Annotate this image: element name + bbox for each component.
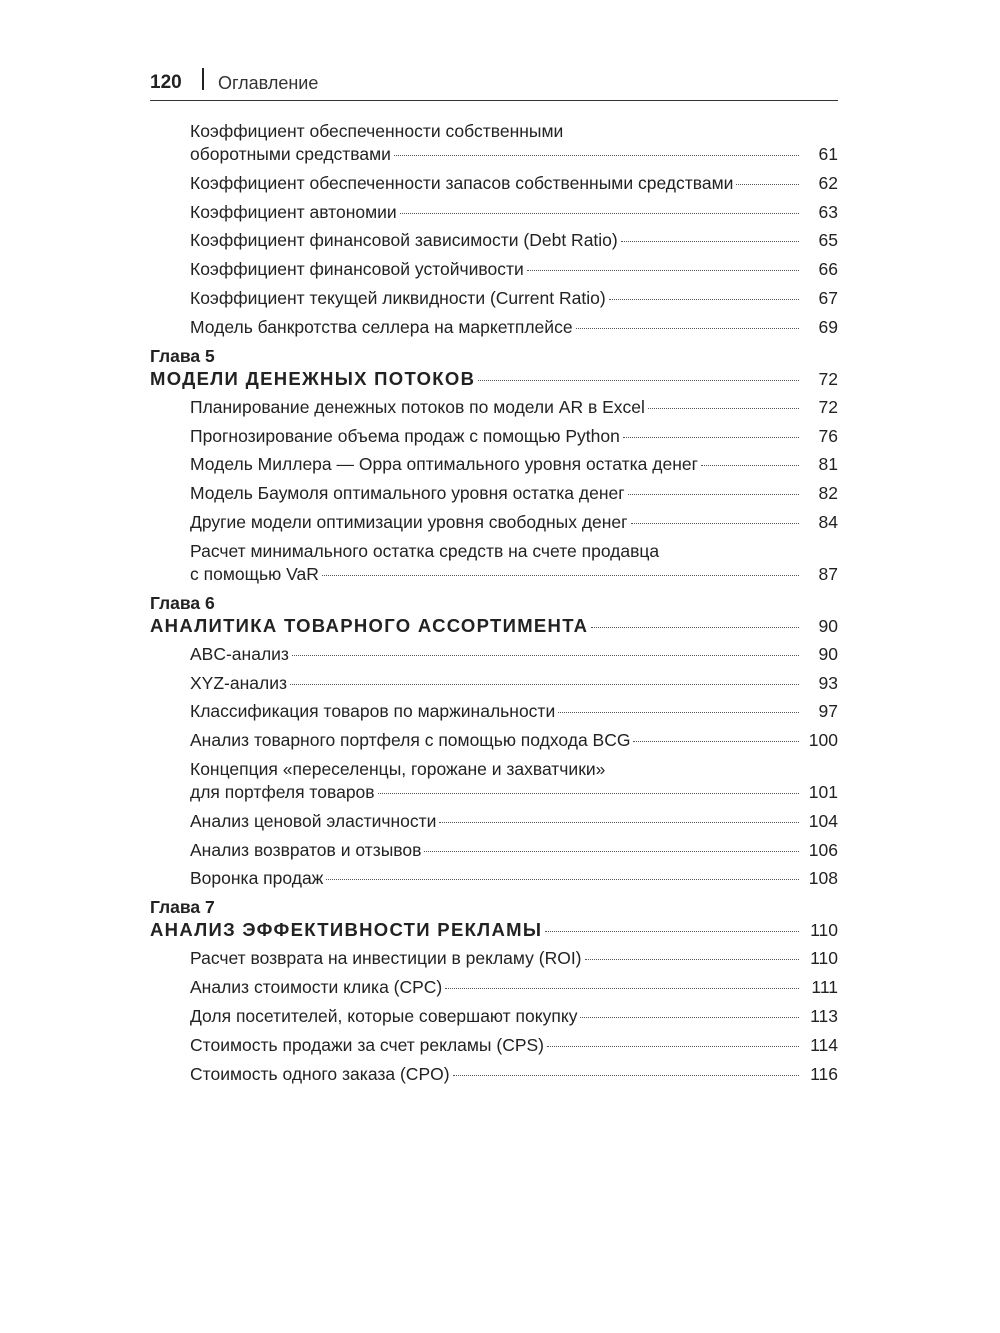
toc-page-number: 61 — [818, 144, 838, 164]
toc-entry-text: Расчет возврата на инвестиции в рекламу (ROI) — [190, 948, 582, 969]
toc-entry-text: Анализ ценовой эластичности — [190, 810, 437, 831]
toc-entry[interactable] — [150, 867, 838, 890]
dot-leader — [633, 741, 799, 742]
dot-leader — [736, 184, 799, 185]
toc-entry[interactable] — [150, 229, 838, 252]
toc-page-number: 66 — [818, 259, 838, 280]
toc-entry-text: XYZ-анализ — [190, 672, 288, 693]
page-number: 120 — [150, 72, 182, 93]
toc-entry[interactable] — [150, 425, 838, 448]
toc-page-number: 114 — [810, 1034, 838, 1055]
dot-leader — [621, 241, 799, 242]
toc-page-number: 90 — [818, 643, 838, 664]
toc-entry-text: Коэффициент автономии — [190, 201, 397, 222]
toc-entry[interactable] — [150, 511, 838, 534]
toc-entry-text-line1: Расчет минимального остатка средств на счете продавца — [190, 540, 660, 561]
toc-entry[interactable] — [150, 976, 838, 999]
toc-page-number: 69 — [818, 316, 838, 337]
header-separator — [202, 68, 204, 90]
toc-page-number: 76 — [818, 425, 838, 446]
dot-leader — [609, 299, 799, 300]
toc-entry[interactable] — [150, 839, 838, 862]
toc-page-number: 104 — [808, 810, 838, 831]
toc-entry[interactable] — [150, 729, 838, 752]
toc-entry[interactable] — [150, 258, 838, 281]
toc-page-number: 93 — [818, 672, 838, 693]
dot-leader — [545, 931, 799, 932]
toc-entry[interactable] — [150, 1063, 838, 1086]
toc-entry-text: Воронка продаж — [190, 868, 324, 889]
dot-leader — [292, 655, 799, 656]
toc-entry-text-line2: оборотными средствами — [190, 144, 391, 164]
toc-entry[interactable] — [150, 810, 838, 833]
toc-entry[interactable] — [150, 482, 838, 505]
toc-entry-text: Классификация товаров по маржинальности — [190, 701, 556, 722]
toc-entry-text-line2: для портфеля товаров — [190, 781, 375, 802]
chapter-label: Глава 5 — [150, 345, 215, 366]
toc-entry-text: Коэффициент финансовой зависимости (Debt Ratio) — [190, 230, 618, 251]
toc-entry[interactable] — [150, 316, 838, 339]
dot-leader — [453, 1075, 799, 1076]
toc-entry-text-line1: Коэффициент обеспеченности собственными — [190, 121, 564, 141]
toc-page-number: 62 — [818, 172, 838, 193]
toc-page-number: 110 — [810, 948, 838, 969]
toc-entry[interactable] — [150, 172, 838, 195]
dot-leader — [701, 465, 799, 466]
table-of-contents — [150, 120, 838, 1091]
chapter-title[interactable] — [150, 918, 838, 942]
toc-page-number: 84 — [818, 511, 838, 532]
chapter-page-number: 110 — [810, 920, 838, 941]
chapter-title[interactable] — [150, 614, 838, 638]
toc-entry-text: Анализ товарного портфеля с помощью подхода BCG — [190, 730, 631, 751]
toc-page-number: 65 — [818, 230, 838, 251]
dot-leader — [445, 988, 799, 989]
dot-leader — [439, 822, 799, 823]
toc-entry-text-line2: с помощью VaR — [190, 563, 319, 584]
dot-leader — [547, 1046, 799, 1047]
toc-entry[interactable] — [150, 287, 838, 310]
toc-entry-text: Коэффициент финансовой устойчивости — [190, 259, 524, 280]
toc-page-number: 72 — [818, 396, 838, 417]
chapter-title-text: МОДЕЛИ ДЕНЕЖНЫХ ПОТОКОВ — [150, 367, 476, 389]
chapter-page-number: 72 — [818, 368, 838, 389]
toc-page-number: 101 — [808, 781, 838, 802]
dot-leader — [631, 523, 799, 524]
dot-leader — [580, 1017, 799, 1018]
toc-entry-text: Доля посетителей, которые совершают покупку — [190, 1005, 578, 1026]
toc-page-number: 116 — [810, 1063, 838, 1084]
toc-page-number: 108 — [808, 868, 838, 889]
toc-entry[interactable] — [150, 700, 838, 723]
toc-entry-text: Модель банкротства селлера на маркетплейсе — [190, 316, 573, 337]
dot-leader — [424, 851, 799, 852]
dot-leader — [576, 328, 799, 329]
toc-entry[interactable] — [150, 453, 838, 476]
dot-leader — [394, 155, 799, 156]
toc-page-number: 81 — [818, 454, 838, 475]
toc-entry-text: ABC-анализ — [190, 643, 289, 664]
dot-leader — [378, 793, 799, 794]
toc-entry[interactable] — [150, 643, 838, 666]
dot-leader — [623, 437, 799, 438]
toc-page-number: 67 — [818, 287, 838, 308]
toc-entry[interactable] — [150, 1034, 838, 1057]
page-header — [150, 70, 838, 101]
toc-page-number: 87 — [818, 563, 838, 584]
dot-leader — [400, 213, 799, 214]
dot-leader — [591, 627, 799, 628]
dot-leader — [648, 408, 799, 409]
toc-page-number: 111 — [811, 977, 838, 998]
dot-leader — [322, 575, 799, 576]
chapter-label: Глава 6 — [150, 592, 215, 613]
toc-entry-text: Анализ стоимости клика (CPC) — [190, 977, 443, 998]
dot-leader — [290, 684, 799, 685]
chapter-title-text: АНАЛИЗ ЭФФЕКТИВНОСТИ РЕКЛАМЫ — [150, 919, 543, 941]
chapter-page-number: 90 — [818, 615, 838, 636]
toc-entry-text: Коэффициент обеспеченности запасов собственными средствами — [190, 172, 734, 193]
toc-page-number: 97 — [818, 701, 838, 722]
toc-entry-text: Коэффициент текущей ликвидности (Current Ratio) — [190, 287, 606, 308]
toc-entry[interactable] — [150, 201, 838, 224]
toc-page-number: 100 — [808, 730, 838, 751]
toc-page-number: 106 — [808, 839, 838, 860]
toc-entry-text: Планирование денежных потоков по модели AR в Excel — [190, 396, 645, 417]
toc-entry[interactable] — [150, 396, 838, 419]
dot-leader — [326, 879, 799, 880]
toc-entry-text: Стоимость продажи за счет рекламы (CPS) — [190, 1034, 545, 1055]
toc-entry[interactable] — [150, 672, 838, 695]
chapter-title-text: АНАЛИТИКА ТОВАРНОГО АССОРТИМЕНТА — [150, 614, 589, 636]
toc-entry-text: Другие модели оптимизации уровня свободных денег — [190, 511, 628, 532]
toc-entry-text-line1: Концепция «переселенцы, горожане и захватчики» — [190, 758, 606, 779]
toc-entry-text: Модель Баумоля оптимального уровня остатка денег — [190, 483, 625, 504]
toc-entry-text: Прогнозирование объема продаж с помощью Python — [190, 425, 620, 446]
toc-page-number: 82 — [818, 483, 838, 504]
toc-entry[interactable] — [150, 120, 838, 166]
toc-entry-text: Модель Миллера — Орра оптимального уровня остатка денег — [190, 454, 698, 475]
section-title: Оглавление — [218, 73, 319, 93]
dot-leader — [478, 380, 799, 381]
toc-entry[interactable] — [150, 1005, 838, 1028]
dot-leader — [585, 959, 799, 960]
dot-leader — [628, 494, 799, 495]
toc-page-number: 63 — [818, 201, 838, 222]
chapter-title[interactable] — [150, 367, 838, 391]
toc-entry[interactable] — [150, 758, 838, 804]
chapter-label: Глава 7 — [150, 897, 215, 918]
toc-entry-text: Анализ возвратов и отзывов — [190, 839, 422, 860]
toc-entry[interactable] — [150, 540, 838, 586]
dot-leader — [558, 712, 799, 713]
toc-page-number: 113 — [810, 1005, 838, 1026]
toc-entry-text: Стоимость одного заказа (CPO) — [190, 1063, 450, 1084]
toc-entry[interactable] — [150, 947, 838, 970]
dot-leader — [527, 270, 799, 271]
